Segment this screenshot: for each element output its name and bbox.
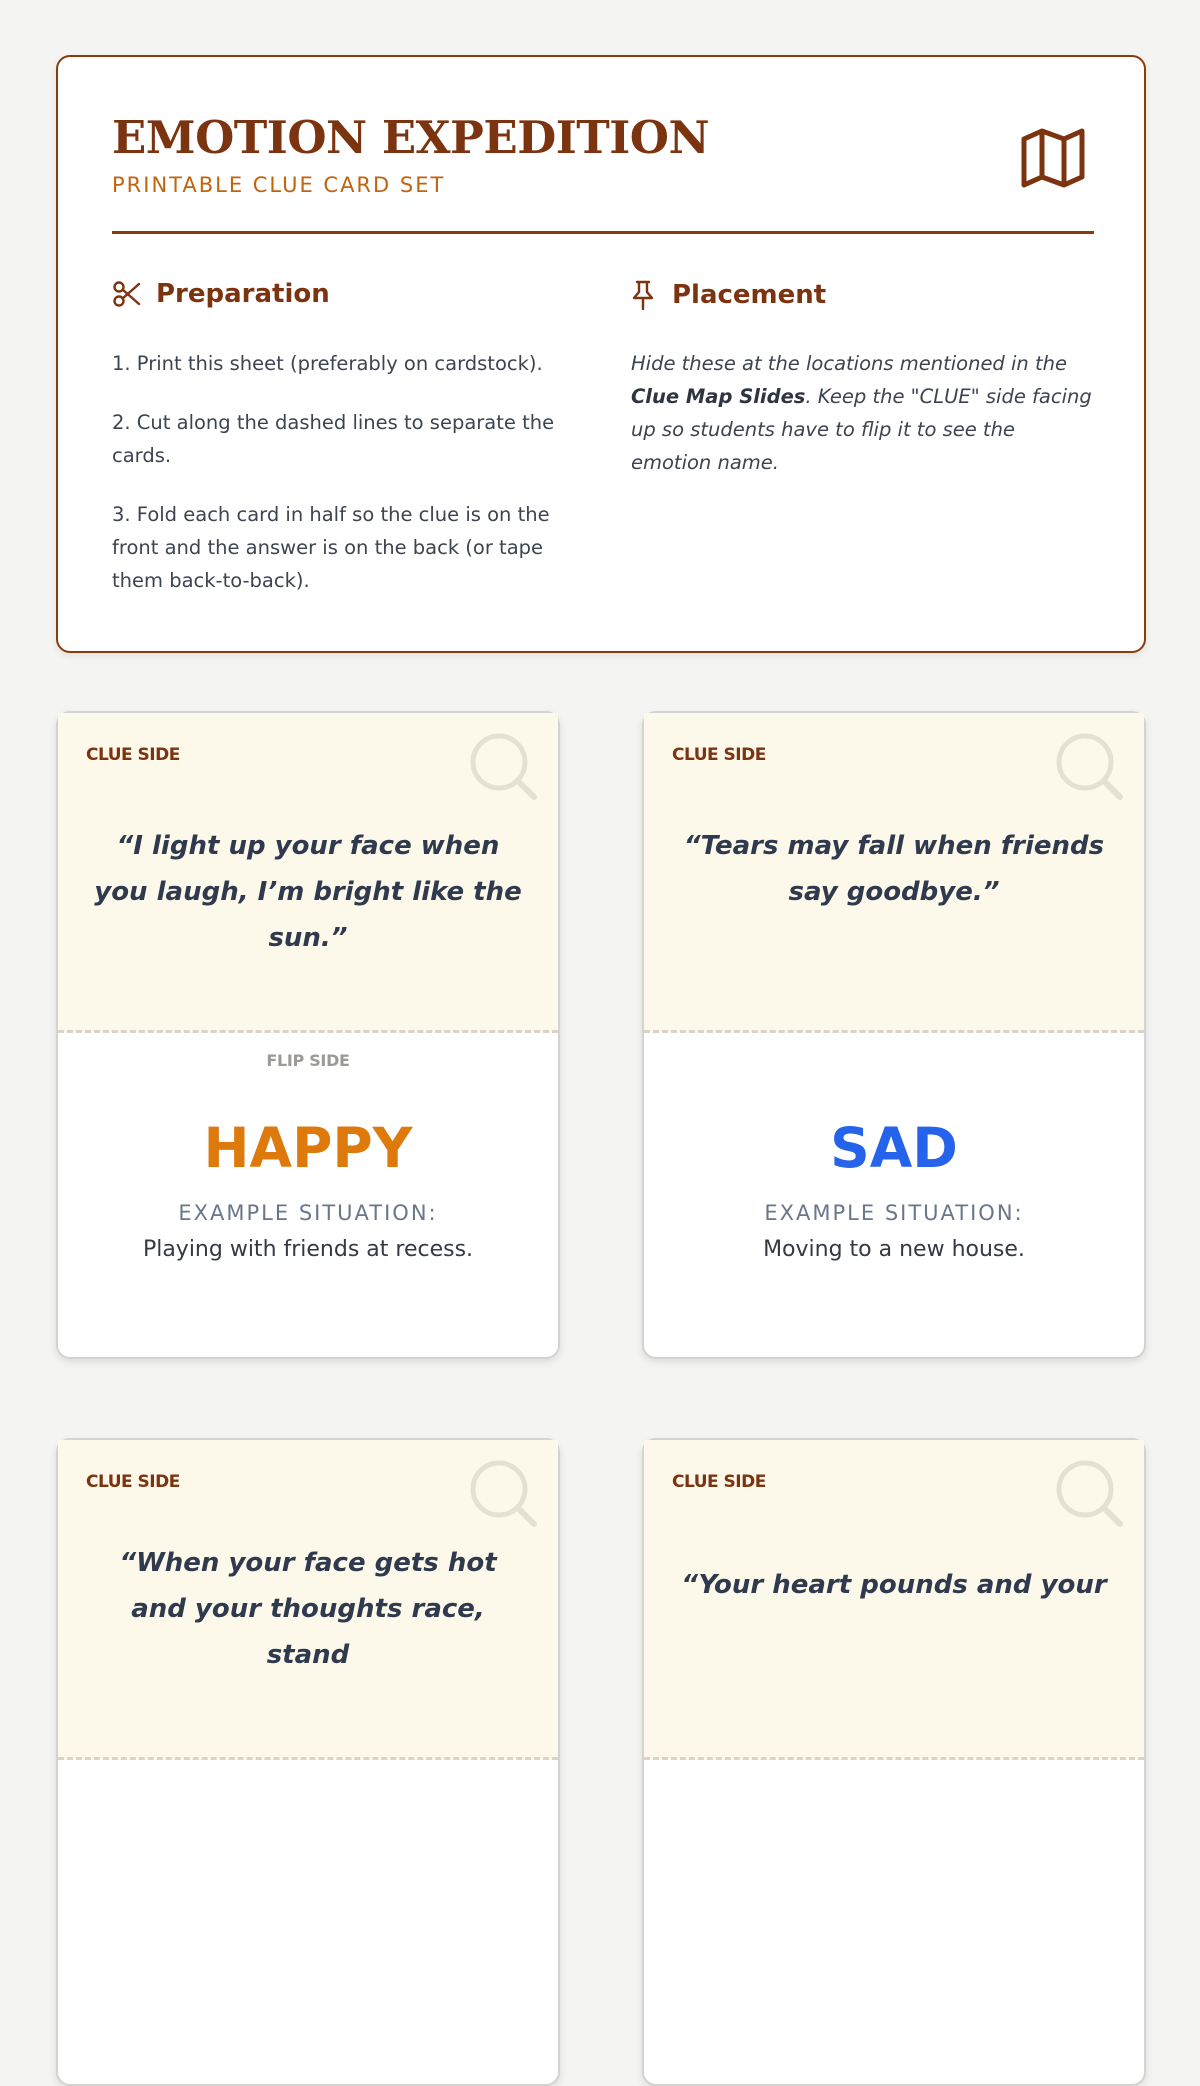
flip-side-label: FLIP SIDE bbox=[266, 1051, 350, 1070]
clue-map-slides-ref: Clue Map Slides bbox=[631, 385, 806, 408]
page-title: EMOTION EXPEDITION bbox=[112, 111, 710, 164]
instructions-panel bbox=[56, 55, 1146, 653]
placement-heading-label: Placement bbox=[672, 280, 827, 310]
example-situation-text: Moving to a new house. bbox=[763, 1237, 1025, 1262]
clue-side bbox=[58, 1440, 558, 1760]
scissors-icon bbox=[112, 279, 142, 309]
emotion-name: SAD bbox=[830, 1116, 958, 1180]
preparation-heading-label: Preparation bbox=[156, 279, 330, 309]
emotion-name: HAPPY bbox=[203, 1116, 413, 1180]
example-situation-text: Playing with friends at recess. bbox=[142, 1237, 474, 1262]
map-icon bbox=[1018, 123, 1088, 193]
clue-card-happy bbox=[56, 711, 560, 1359]
clue-side bbox=[644, 1440, 1144, 1760]
clue-side-label: CLUE SIDE bbox=[672, 745, 766, 765]
clue-side-label: CLUE SIDE bbox=[672, 1472, 766, 1492]
preparation-step: 3. Fold each card in half so the clue is on the front and the answer is on the back (or tape them back-to-back). bbox=[112, 503, 550, 592]
preparation-step: 1. Print this sheet (preferably on cardstock). bbox=[112, 352, 543, 375]
preparation-step: 2. Cut along the dashed lines to separate the cards. bbox=[112, 411, 555, 467]
clue-text: “I light up your face when you laugh, I’m bright like the sun.” bbox=[94, 831, 522, 953]
magnifier-icon bbox=[468, 1458, 540, 1530]
clue-card-3 bbox=[56, 1438, 560, 2086]
clue-card-4 bbox=[642, 1438, 1146, 2086]
placement-text: Hide these at the locations mentioned in the Clue Map Slides. Keep the "CLUE" side facing up so students have to flip it to see the emotion name. bbox=[631, 352, 1092, 474]
clue-side bbox=[58, 713, 558, 1033]
preparation-steps bbox=[112, 347, 582, 623]
page-subtitle: PRINTABLE CLUE CARD SET bbox=[112, 173, 446, 197]
clue-side bbox=[644, 713, 1144, 1033]
preparation-heading bbox=[112, 279, 330, 309]
clue-text: “Tears may fall when friends say goodbye.” bbox=[683, 831, 1105, 907]
pin-icon bbox=[628, 279, 658, 311]
magnifier-icon bbox=[1054, 1458, 1126, 1530]
clue-side-label: CLUE SIDE bbox=[86, 745, 180, 765]
clue-text: “Your heart pounds and your bbox=[681, 1570, 1107, 1600]
placement-heading bbox=[628, 279, 826, 311]
magnifier-icon bbox=[468, 731, 540, 803]
magnifier-icon bbox=[1054, 731, 1126, 803]
clue-card-sad bbox=[642, 711, 1146, 1359]
clue-side-label: CLUE SIDE bbox=[86, 1472, 180, 1492]
clue-text: “When your face gets hot and your thoughts race, stand bbox=[119, 1548, 497, 1670]
example-situation-label: EXAMPLE SITUATION: bbox=[764, 1201, 1024, 1225]
example-situation-label: EXAMPLE SITUATION: bbox=[178, 1201, 438, 1225]
title-divider bbox=[112, 231, 1094, 234]
